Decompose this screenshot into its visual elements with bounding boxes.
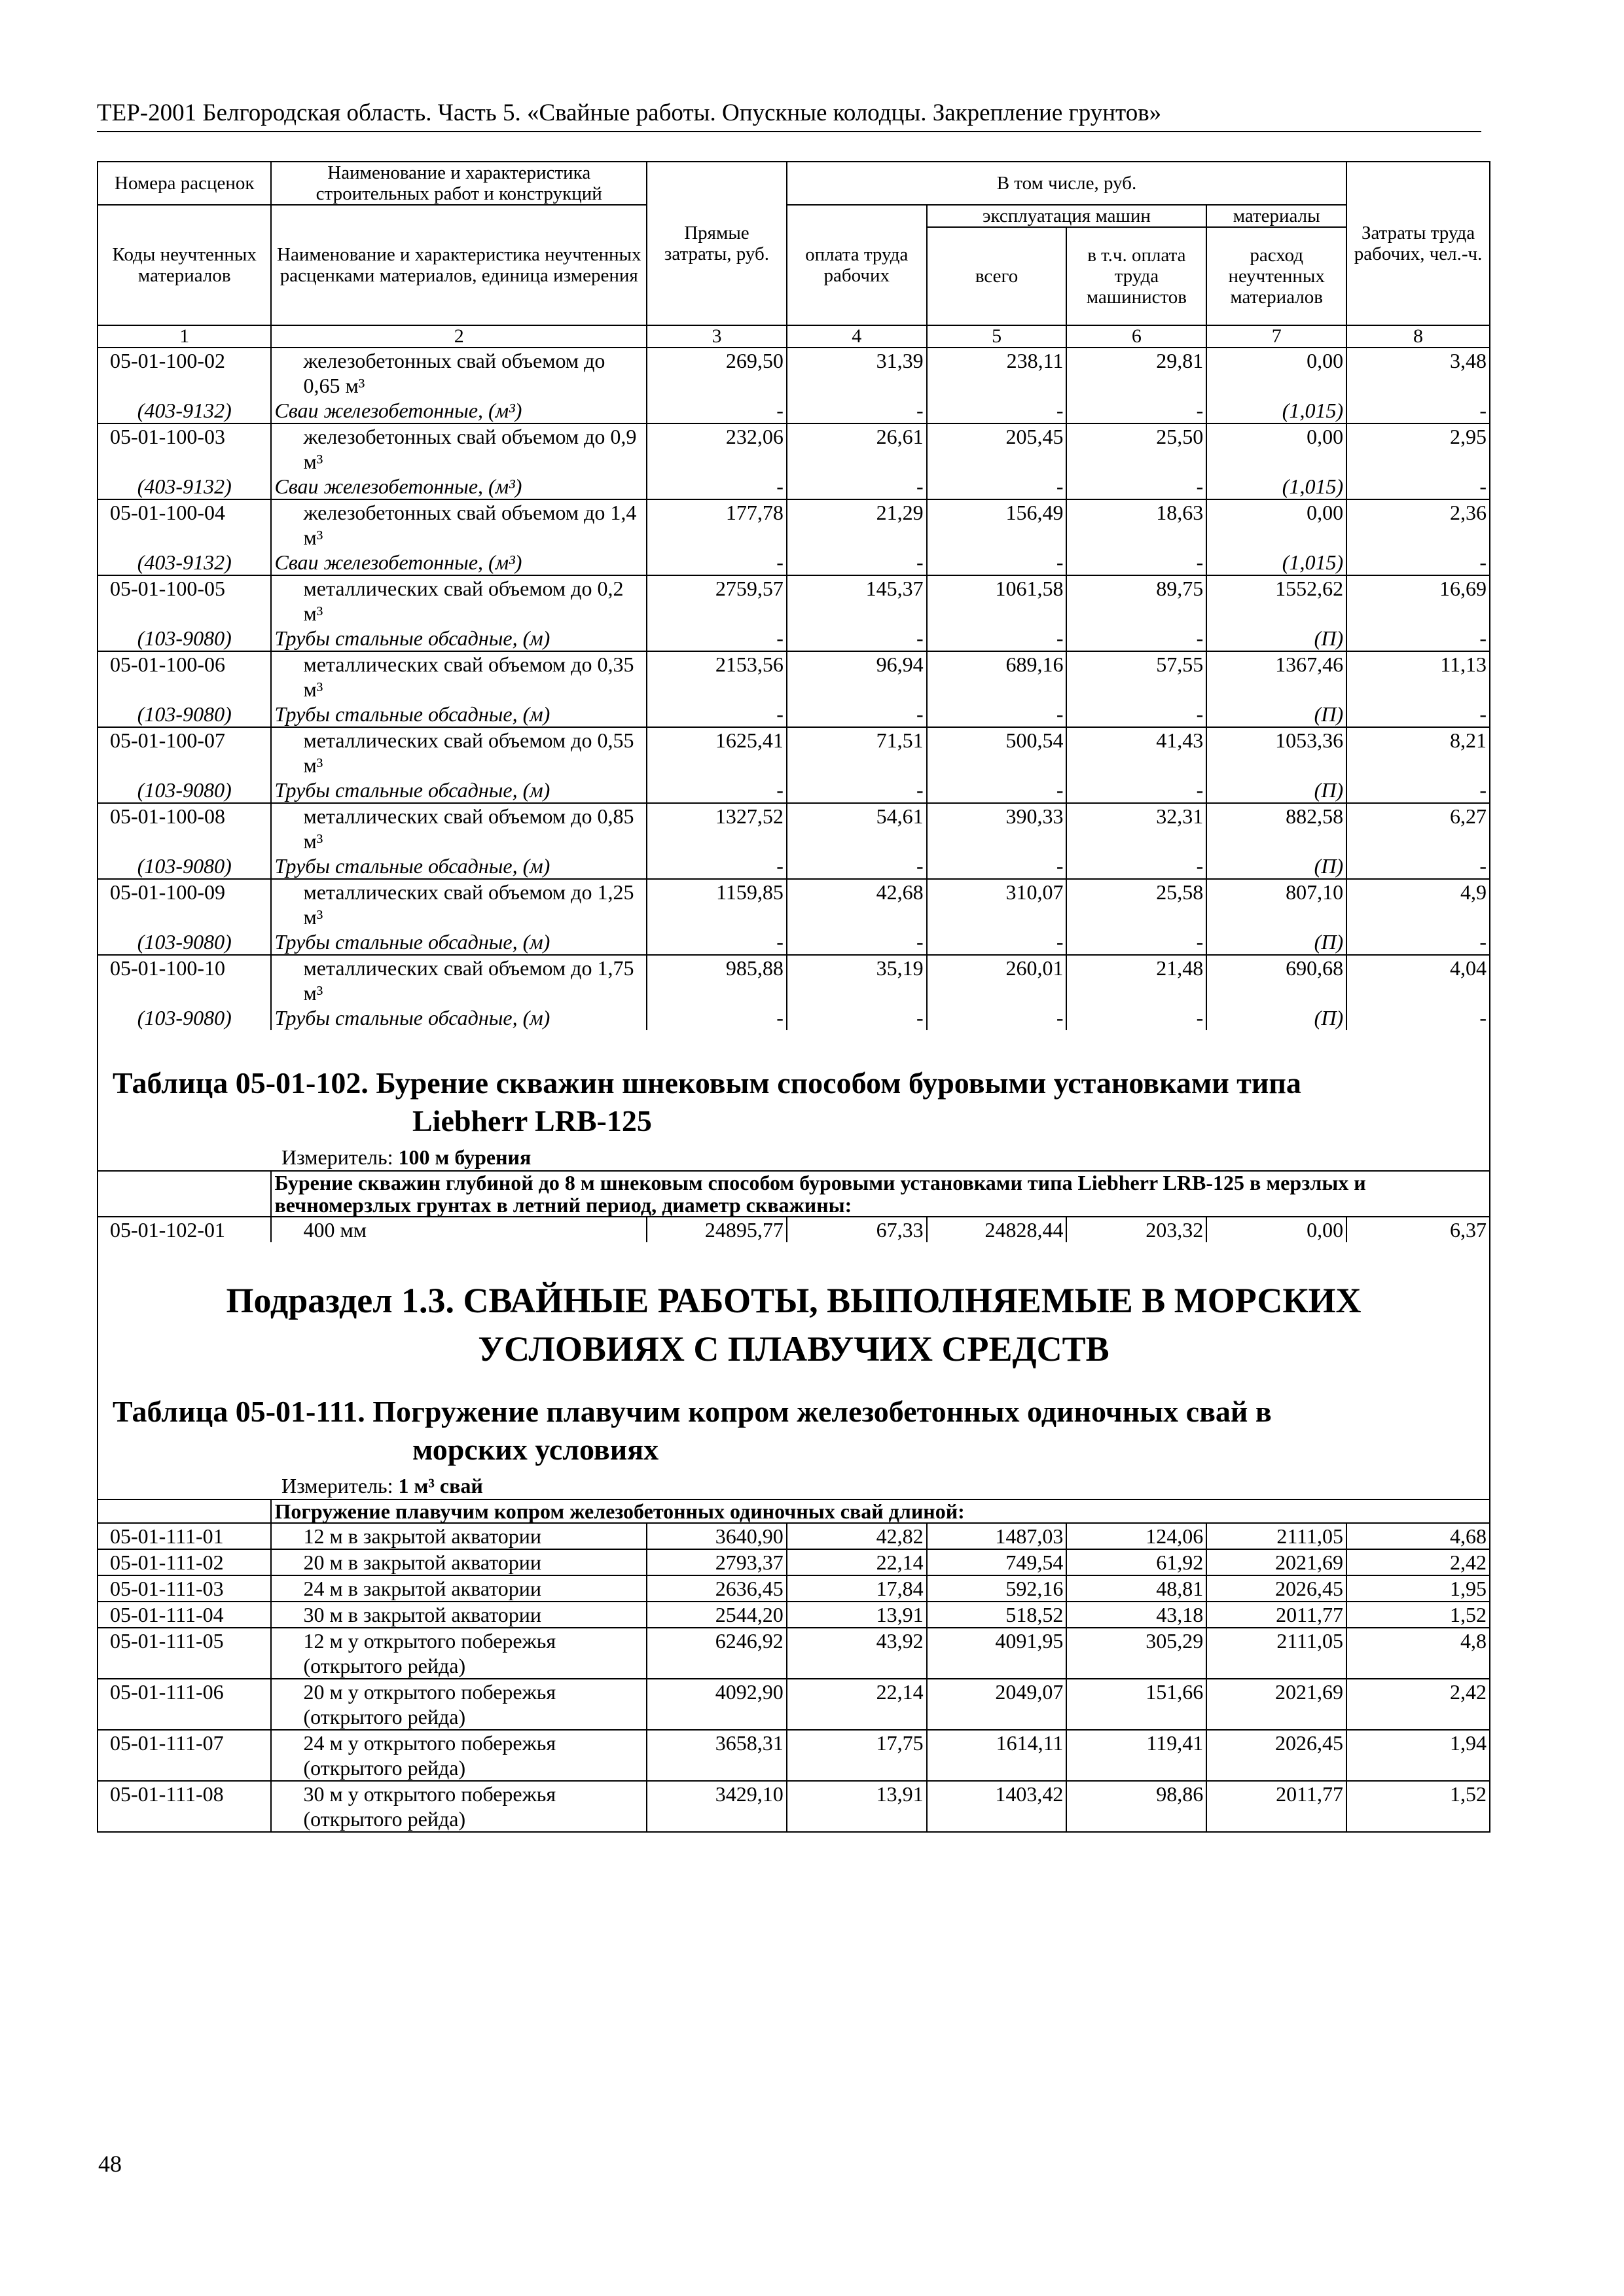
value-cell: 1061,58 (927, 575, 1067, 626)
material-value-cell: (П) (1206, 626, 1346, 651)
material-value-cell: (1,015) (1206, 398, 1346, 423)
material-value-cell: - (647, 702, 787, 727)
table-111-title-line2: морских условиях (412, 1433, 659, 1466)
value-cell: 3,48 (1346, 348, 1490, 398)
material-value-cell: - (647, 929, 787, 955)
value-cell: 1,94 (1346, 1730, 1490, 1781)
measure-label: Измеритель: (281, 1474, 393, 1498)
work-name: 24 м в закрытой акватории (271, 1575, 647, 1602)
section-title-line2: УСЛОВИЯХ С ПЛАВУЧИХ СРЕДСТВ (478, 1329, 1110, 1369)
value-cell: 13,91 (787, 1781, 927, 1832)
value-cell: 24895,77 (647, 1217, 787, 1242)
rate-code: 05-01-111-03 (98, 1575, 271, 1602)
material-value-cell: - (1346, 550, 1490, 575)
value-cell: 3640,90 (647, 1523, 787, 1549)
material-value-cell: - (1066, 474, 1206, 499)
material-code: (103-9080) (98, 929, 271, 955)
value-cell: 6,27 (1346, 803, 1490, 853)
material-value-cell: - (647, 626, 787, 651)
table-row (98, 1549, 1490, 1575)
value-cell: 260,01 (927, 955, 1067, 1005)
table-102-title-line1: Таблица 05-01-102. Бурение скважин шнековым способом буровыми установками типа (113, 1066, 1301, 1100)
empty-cell (98, 1499, 271, 1523)
measure-value: 100 м бурения (398, 1145, 532, 1169)
rate-code: 05-01-111-02 (98, 1549, 271, 1575)
table-row (98, 575, 1490, 626)
value-cell: 4,68 (1346, 1523, 1490, 1549)
value-cell: 2111,05 (1206, 1628, 1346, 1679)
value-cell: 390,33 (927, 803, 1067, 853)
table-111-title (98, 1393, 1489, 1469)
value-cell: 21,29 (787, 499, 927, 550)
value-cell: 26,61 (787, 423, 927, 474)
material-value-cell: - (927, 702, 1067, 727)
value-cell: 882,58 (1206, 803, 1346, 853)
material-value-cell: - (927, 1005, 1067, 1030)
col-machines-total: всего (927, 227, 1067, 325)
material-value-cell: - (647, 778, 787, 803)
value-cell: 151,66 (1066, 1679, 1206, 1730)
value-cell: 57,55 (1066, 651, 1206, 702)
value-cell: 1614,11 (927, 1730, 1067, 1781)
column-number: 1 (98, 325, 271, 348)
section-title (98, 1242, 1489, 1393)
work-name: 400 мм (271, 1217, 647, 1242)
col-group-including: В том числе, руб. (787, 162, 1346, 205)
material-code: (403-9132) (98, 550, 271, 575)
material-value-cell: - (927, 853, 1067, 879)
material-value-cell: - (1346, 626, 1490, 651)
column-numbers-row (98, 325, 1490, 348)
material-value-cell: - (1066, 853, 1206, 879)
section-1-3 (97, 1242, 1490, 1499)
material-value-cell: - (1066, 702, 1206, 727)
value-cell: 42,82 (787, 1523, 927, 1549)
material-value-cell: - (1346, 702, 1490, 727)
table-111-title-line1: Таблица 05-01-111. Погружение плавучим копром железобетонных одиночных свай в (113, 1395, 1272, 1428)
column-number: 3 (647, 325, 787, 348)
section-title-line1: Подраздел 1.3. СВАЙНЫЕ РАБОТЫ, ВЫПОЛНЯЕМЫЕ В МОРСКИХ (226, 1281, 1362, 1320)
table-102-measure (98, 1140, 1489, 1170)
value-cell: 2636,45 (647, 1575, 787, 1602)
rate-code: 05-01-100-05 (98, 575, 271, 626)
value-cell: 3658,31 (647, 1730, 787, 1781)
table-102-section (97, 1030, 1490, 1170)
material-value-cell: (П) (1206, 853, 1346, 879)
material-value-cell: - (787, 853, 927, 879)
rate-code: 05-01-100-03 (98, 423, 271, 474)
value-cell: 4092,90 (647, 1679, 787, 1730)
value-cell: 29,81 (1066, 348, 1206, 398)
value-cell: 61,92 (1066, 1549, 1206, 1575)
value-cell: 2,95 (1346, 423, 1490, 474)
work-name: 30 м в закрытой акватории (271, 1602, 647, 1628)
material-row (98, 702, 1490, 727)
rate-code: 05-01-111-05 (98, 1628, 271, 1679)
table-row (98, 955, 1490, 1005)
rate-code: 05-01-111-04 (98, 1602, 271, 1628)
value-cell: 21,48 (1066, 955, 1206, 1005)
work-name: металлических свай объемом до 1,75 м³ (271, 955, 647, 1005)
value-cell: 689,16 (927, 651, 1067, 702)
material-code: (103-9080) (98, 1005, 271, 1030)
value-cell: 32,31 (1066, 803, 1206, 853)
work-name: 20 м в закрытой акватории (271, 1549, 647, 1575)
material-value-cell: - (787, 474, 927, 499)
table-row (98, 1602, 1490, 1628)
value-cell: 17,84 (787, 1575, 927, 1602)
value-cell: 11,13 (1346, 651, 1490, 702)
rate-code: 05-01-100-02 (98, 348, 271, 398)
value-cell: 592,16 (927, 1575, 1067, 1602)
value-cell: 41,43 (1066, 727, 1206, 778)
material-value-cell: - (1346, 474, 1490, 499)
rate-code: 05-01-111-07 (98, 1730, 271, 1781)
work-name: железобетонных свай объемом до 0,65 м³ (271, 348, 647, 398)
material-name: Сваи железобетонные, (м³) (271, 398, 647, 423)
value-cell: 8,21 (1346, 727, 1490, 778)
value-cell: 2,36 (1346, 499, 1490, 550)
value-cell: 985,88 (647, 955, 787, 1005)
work-name: железобетонных свай объемом до 1,4 м³ (271, 499, 647, 550)
material-value-cell: - (927, 929, 1067, 955)
table-102-subheading: Бурение скважин глубиной до 8 м шнековым способом буровыми установками типа Liebherr LRB-125 в мерзлых и вечномерзлых грунтах в летний период, диаметр скважины: (271, 1171, 1490, 1217)
material-value-cell: - (787, 398, 927, 423)
value-cell: 124,06 (1066, 1523, 1206, 1549)
work-name: металлических свай объемом до 0,35 м³ (271, 651, 647, 702)
value-cell: 4,9 (1346, 879, 1490, 929)
material-value-cell: - (787, 626, 927, 651)
value-cell: 1552,62 (1206, 575, 1346, 626)
column-number: 5 (927, 325, 1067, 348)
table-row (98, 1730, 1490, 1781)
value-cell: 205,45 (927, 423, 1067, 474)
value-cell: 1159,85 (647, 879, 787, 929)
material-value-cell: (П) (1206, 1005, 1346, 1030)
material-value-cell: - (1346, 929, 1490, 955)
value-cell: 98,86 (1066, 1781, 1206, 1832)
material-name: Сваи железобетонные, (м³) (271, 550, 647, 575)
material-row (98, 626, 1490, 651)
value-cell: 2759,57 (647, 575, 787, 626)
running-header: ТЕР-2001 Белгородская область. Часть 5. «Свайные работы. Опускные колодцы. Закрепление грунтов» (97, 98, 1481, 132)
material-code: (403-9132) (98, 474, 271, 499)
column-number: 6 (1066, 325, 1206, 348)
value-cell: 2793,37 (647, 1549, 787, 1575)
value-cell: 1403,42 (927, 1781, 1067, 1832)
table-row (98, 803, 1490, 853)
material-value-cell: - (1346, 1005, 1490, 1030)
value-cell: 2021,69 (1206, 1679, 1346, 1730)
material-value-cell: - (787, 929, 927, 955)
material-value-cell: - (1346, 398, 1490, 423)
material-value-cell: (1,015) (1206, 550, 1346, 575)
value-cell: 305,29 (1066, 1628, 1206, 1679)
material-value-cell: - (1066, 929, 1206, 955)
value-cell: 2153,56 (647, 651, 787, 702)
value-cell: 238,11 (927, 348, 1067, 398)
value-cell: 4,8 (1346, 1628, 1490, 1679)
col-material-name: Наименование и характеристика неучтенных расценками материалов, единица измерения (271, 205, 647, 325)
rate-code: 05-01-111-01 (98, 1523, 271, 1549)
value-cell: 2,42 (1346, 1679, 1490, 1730)
column-number: 7 (1206, 325, 1346, 348)
material-value-cell: - (647, 1005, 787, 1030)
table-102-subheading-row (98, 1171, 1490, 1217)
value-cell: 96,94 (787, 651, 927, 702)
value-cell: 500,54 (927, 727, 1067, 778)
value-cell: 67,33 (787, 1217, 927, 1242)
material-row (98, 1005, 1490, 1030)
value-cell: 0,00 (1206, 499, 1346, 550)
rate-code: 05-01-100-08 (98, 803, 271, 853)
material-value-cell: - (1066, 550, 1206, 575)
material-row (98, 550, 1490, 575)
value-cell: 2111,05 (1206, 1523, 1346, 1549)
work-name: 12 м в закрытой акватории (271, 1523, 647, 1549)
col-labor-hours: Затраты труда рабочих, чел.-ч. (1346, 162, 1490, 325)
column-number: 2 (271, 325, 647, 348)
material-name: Трубы стальные обсадные, (м) (271, 702, 647, 727)
material-value-cell: - (647, 550, 787, 575)
rate-code: 05-01-100-10 (98, 955, 271, 1005)
table-102-title-line2: Liebherr LRB-125 (412, 1104, 652, 1138)
value-cell: 24828,44 (927, 1217, 1067, 1242)
material-value-cell: - (1346, 778, 1490, 803)
work-name: металлических свай объемом до 0,2 м³ (271, 575, 647, 626)
value-cell: 2544,20 (647, 1602, 787, 1628)
value-cell: 4,04 (1346, 955, 1490, 1005)
empty-cell (98, 1171, 271, 1217)
rate-code: 05-01-102-01 (98, 1217, 271, 1242)
work-name: металлических свай объемом до 0,55 м³ (271, 727, 647, 778)
col-rate-numbers: Номера расценок (98, 162, 271, 205)
table-row (98, 499, 1490, 550)
work-name: 30 м у открытого побережья (открытого рейда) (271, 1781, 647, 1832)
rate-code: 05-01-100-09 (98, 879, 271, 929)
col-unaccounted-materials: расход неучтенных материалов (1206, 227, 1346, 325)
measure-value: 1 м³ свай (398, 1474, 483, 1498)
value-cell: 6246,92 (647, 1628, 787, 1679)
work-name: 24 м у открытого побережья (открытого рейда) (271, 1730, 647, 1781)
table-row (98, 651, 1490, 702)
col-direct-costs: Прямые затраты, руб. (647, 162, 787, 325)
page-number: 48 (98, 2151, 122, 2177)
table-102-body (98, 1171, 1490, 1242)
value-cell: 22,14 (787, 1679, 927, 1730)
table-row (98, 1217, 1490, 1242)
table-111-body (98, 1499, 1490, 1832)
material-name: Сваи железобетонные, (м³) (271, 474, 647, 499)
material-value-cell: (П) (1206, 929, 1346, 955)
material-name: Трубы стальные обсадные, (м) (271, 626, 647, 651)
material-row (98, 778, 1490, 803)
work-name: 12 м у открытого побережья (открытого рейда) (271, 1628, 647, 1679)
table-102-title (98, 1030, 1489, 1140)
material-value-cell: - (787, 550, 927, 575)
material-value-cell: (П) (1206, 702, 1346, 727)
table-row (98, 1523, 1490, 1549)
material-value-cell: - (927, 550, 1067, 575)
material-row (98, 474, 1490, 499)
value-cell: 42,68 (787, 879, 927, 929)
value-cell: 2049,07 (927, 1679, 1067, 1730)
value-cell: 203,32 (1066, 1217, 1206, 1242)
value-cell: 25,58 (1066, 879, 1206, 929)
value-cell: 6,37 (1346, 1217, 1490, 1242)
table-row (98, 1575, 1490, 1602)
material-value-cell: - (927, 778, 1067, 803)
table-row (98, 1628, 1490, 1679)
value-cell: 156,49 (927, 499, 1067, 550)
value-cell: 749,54 (927, 1549, 1067, 1575)
material-value-cell: - (1066, 398, 1206, 423)
material-code: (403-9132) (98, 398, 271, 423)
material-value-cell: - (1066, 1005, 1206, 1030)
value-cell: 31,39 (787, 348, 927, 398)
table-row (98, 1679, 1490, 1730)
material-code: (103-9080) (98, 702, 271, 727)
value-cell: 1367,46 (1206, 651, 1346, 702)
value-cell: 0,00 (1206, 423, 1346, 474)
col-group-materials: материалы (1206, 205, 1346, 227)
value-cell: 119,41 (1066, 1730, 1206, 1781)
material-value-cell: - (1346, 853, 1490, 879)
rate-code: 05-01-100-06 (98, 651, 271, 702)
material-value-cell: - (647, 474, 787, 499)
value-cell: 2021,69 (1206, 1549, 1346, 1575)
col-group-machines: эксплуатация машин (927, 205, 1207, 227)
table-row (98, 423, 1490, 474)
material-value-cell: (1,015) (1206, 474, 1346, 499)
value-cell: 145,37 (787, 575, 927, 626)
value-cell: 3429,10 (647, 1781, 787, 1832)
rate-code: 05-01-100-07 (98, 727, 271, 778)
material-value-cell: - (647, 853, 787, 879)
value-cell: 1053,36 (1206, 727, 1346, 778)
material-value-cell: - (927, 626, 1067, 651)
material-code: (103-9080) (98, 626, 271, 651)
table-111-measure (98, 1469, 1489, 1499)
table-row (98, 1781, 1490, 1832)
col-work-name: Наименование и характеристика строительных работ и конструкций (271, 162, 647, 205)
material-name: Трубы стальные обсадные, (м) (271, 778, 647, 803)
material-name: Трубы стальные обсадные, (м) (271, 929, 647, 955)
value-cell: 518,52 (927, 1602, 1067, 1628)
material-code: (103-9080) (98, 778, 271, 803)
value-cell: 18,63 (1066, 499, 1206, 550)
value-cell: 1,52 (1346, 1602, 1490, 1628)
material-row (98, 398, 1490, 423)
value-cell: 0,00 (1206, 348, 1346, 398)
material-value-cell: - (787, 1005, 927, 1030)
value-cell: 43,92 (787, 1628, 927, 1679)
value-cell: 71,51 (787, 727, 927, 778)
value-cell: 13,91 (787, 1602, 927, 1628)
value-cell: 177,78 (647, 499, 787, 550)
value-cell: 43,18 (1066, 1602, 1206, 1628)
value-cell: 310,07 (927, 879, 1067, 929)
material-name: Трубы стальные обсадные, (м) (271, 1005, 647, 1030)
work-name: металлических свай объемом до 0,85 м³ (271, 803, 647, 853)
value-cell: 1487,03 (927, 1523, 1067, 1549)
page-content (97, 161, 1490, 1833)
material-value-cell: - (927, 474, 1067, 499)
value-cell: 2,42 (1346, 1549, 1490, 1575)
rate-code: 05-01-111-06 (98, 1679, 271, 1730)
value-cell: 89,75 (1066, 575, 1206, 626)
measure-label: Измеритель: (281, 1145, 393, 1169)
value-cell: 22,14 (787, 1549, 927, 1575)
rates-table-05-01-102 (97, 1170, 1490, 1242)
value-cell: 807,10 (1206, 879, 1346, 929)
value-cell: 0,00 (1206, 1217, 1346, 1242)
material-name: Трубы стальные обсадные, (м) (271, 853, 647, 879)
material-value-cell: - (1066, 778, 1206, 803)
work-name: металлических свай объемом до 1,25 м³ (271, 879, 647, 929)
rate-code: 05-01-100-04 (98, 499, 271, 550)
rates-table-05-01-100 (97, 161, 1490, 1030)
value-cell: 2026,45 (1206, 1575, 1346, 1602)
value-cell: 1625,41 (647, 727, 787, 778)
work-name: железобетонных свай объемом до 0,9 м³ (271, 423, 647, 474)
column-number: 4 (787, 325, 927, 348)
value-cell: 1,52 (1346, 1781, 1490, 1832)
material-value-cell: - (1066, 626, 1206, 651)
col-worker-pay: оплата труда рабочих (787, 205, 927, 325)
col-operator-pay: в т.ч. оплата труда машинистов (1066, 227, 1206, 325)
value-cell: 1,95 (1346, 1575, 1490, 1602)
material-row (98, 929, 1490, 955)
material-value-cell: - (647, 398, 787, 423)
value-cell: 2011,77 (1206, 1781, 1346, 1832)
material-code: (103-9080) (98, 853, 271, 879)
material-value-cell: - (787, 778, 927, 803)
table-111-subheading: Погружение плавучим копром железобетонных одиночных свай длиной: (271, 1499, 1490, 1523)
value-cell: 232,06 (647, 423, 787, 474)
table-row (98, 879, 1490, 929)
col-material-codes: Коды неучтенных материалов (98, 205, 271, 325)
table-row (98, 348, 1490, 398)
rates-table-05-01-111 (97, 1499, 1490, 1833)
material-value-cell: - (787, 702, 927, 727)
table-row (98, 727, 1490, 778)
material-value-cell: - (927, 398, 1067, 423)
value-cell: 2026,45 (1206, 1730, 1346, 1781)
value-cell: 690,68 (1206, 955, 1346, 1005)
value-cell: 1327,52 (647, 803, 787, 853)
value-cell: 35,19 (787, 955, 927, 1005)
rate-code: 05-01-111-08 (98, 1781, 271, 1832)
value-cell: 269,50 (647, 348, 787, 398)
value-cell: 48,81 (1066, 1575, 1206, 1602)
column-number: 8 (1346, 325, 1490, 348)
value-cell: 17,75 (787, 1730, 927, 1781)
work-name: 20 м у открытого побережья (открытого рейда) (271, 1679, 647, 1730)
value-cell: 25,50 (1066, 423, 1206, 474)
value-cell: 4091,95 (927, 1628, 1067, 1679)
material-value-cell: (П) (1206, 778, 1346, 803)
material-row (98, 853, 1490, 879)
value-cell: 54,61 (787, 803, 927, 853)
value-cell: 2011,77 (1206, 1602, 1346, 1628)
value-cell: 16,69 (1346, 575, 1490, 626)
table-100-body (98, 348, 1490, 1030)
table-111-subheading-row (98, 1499, 1490, 1523)
